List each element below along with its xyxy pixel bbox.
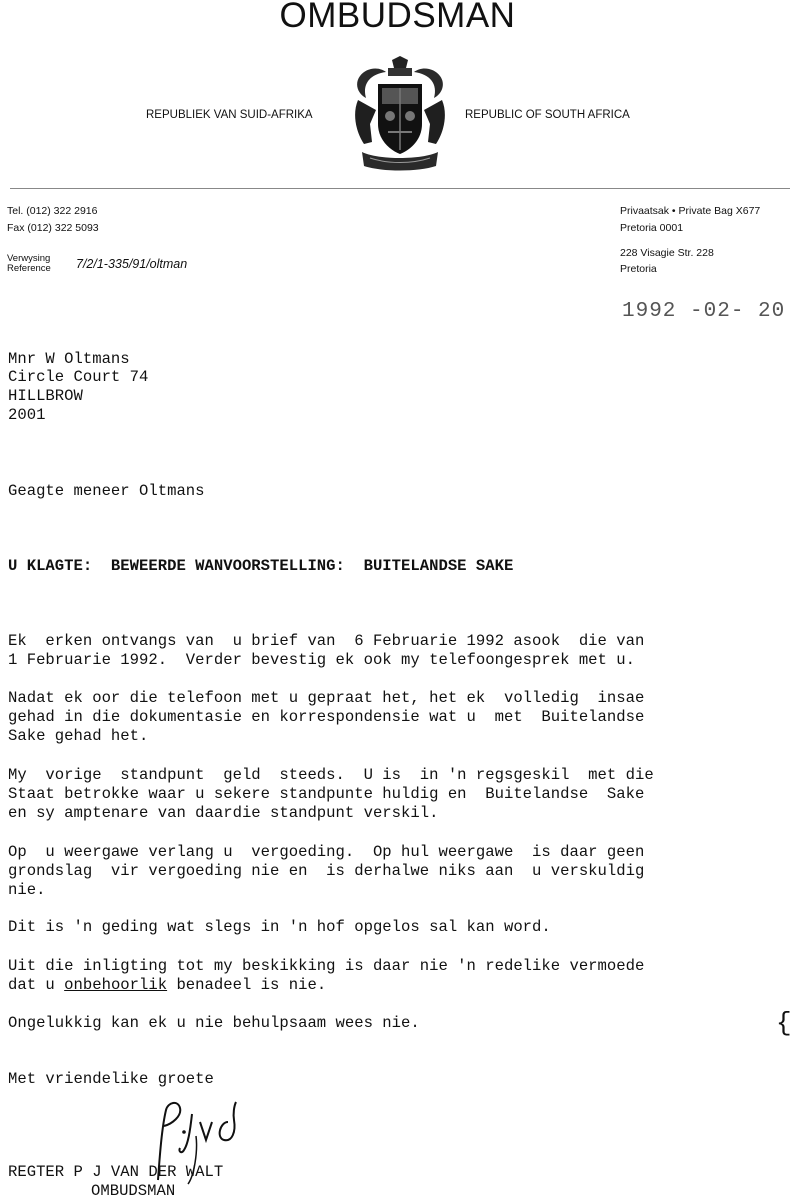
signatory-title: OMBUDSMAN — [91, 1182, 176, 1200]
letterhead-title: OMBUDSMAN — [279, 0, 516, 35]
coat-of-arms-icon — [348, 54, 452, 174]
paragraph-6-text-after: benadeel is nie. — [167, 976, 327, 994]
paragraph-4-line-3: nie. — [8, 881, 46, 899]
paragraph-2-line-3: Sake gehad het. — [8, 727, 149, 745]
paragraph-5-line-1: Dit is 'n geding wat slegs in 'n hof opgelos sal kan word. — [8, 918, 551, 936]
paragraph-6-line-1: Uit die inligting tot my beskikking is daar nie 'n redelike vermoede — [8, 957, 645, 975]
paragraph-6-text-before: dat u — [8, 976, 65, 994]
paragraph-4-line-2: grondslag vir vergoeding nie en is derhalwe niks aan u verskuldig — [8, 862, 645, 880]
postal-address-line: Privaatsak • Private Bag X677 — [620, 205, 761, 217]
reference-label-english: Reference — [7, 263, 51, 274]
closing-line: Met vriendelike groete — [8, 1070, 214, 1088]
paragraph-1-line-1: Ek erken ontvangs van u brief van 6 Februarie 1992 asook die van — [8, 632, 645, 650]
paragraph-1-line-2: 1 Februarie 1992. Verder bevestig ek ook my telefoongesprek met u. — [8, 651, 635, 669]
recipient-street: Circle Court 74 — [8, 368, 149, 386]
street-city-line: Pretoria — [620, 263, 657, 275]
paragraph-2-line-1: Nadat ek oor die telefoon met u gepraat het, het ek volledig insae — [8, 689, 645, 707]
recipient-name: Mnr W Oltmans — [8, 350, 130, 368]
fax-number: Fax (012) 322 5093 — [7, 222, 99, 234]
underlined-word: onbehoorlik — [64, 976, 168, 994]
subject-line: U KLAGTE: BEWEERDE WANVOORSTELLING: BUITELANDSE SAKE — [8, 557, 514, 575]
paragraph-3-line-1: My vorige standpunt geld steeds. U is in 'n regsgeskil met die — [8, 766, 654, 784]
reference-label — [7, 254, 51, 274]
left-country-name: REPUBLIEK VAN SUID-AFRIKA — [146, 109, 313, 121]
telephone-number: Tel. (012) 322 2916 — [7, 205, 98, 217]
date-stamp: 1992 -02- 20 — [622, 300, 786, 323]
reference-number: 7/2/1-335/91/oltman — [76, 257, 188, 271]
recipient-city: HILLBROW — [8, 387, 83, 405]
signatory-name: REGTER P J VAN DER WALT — [8, 1163, 224, 1181]
paragraph-7-line-1: Ongelukkig kan ek u nie behulpsaam wees nie. — [8, 1014, 420, 1032]
salutation: Geagte meneer Oltmans — [8, 482, 205, 500]
paragraph-3-line-2: Staat betrokke waar u sekere standpunte huldig en Buitelandse Sake — [8, 785, 645, 803]
reference-label-afrikaans: Verwysing — [7, 253, 51, 264]
right-country-name: REPUBLIC OF SOUTH AFRICA — [465, 109, 630, 121]
paragraph-2-line-2: gehad in die dokumentasie en korrespondensie wat u met Buitelandse — [8, 708, 645, 726]
margin-mark: { — [776, 1008, 792, 1038]
header-divider — [10, 188, 790, 189]
paragraph-3-line-3: en sy amptenare van daardie standpunt verskil. — [8, 804, 439, 822]
paragraph-6-line-2 — [8, 976, 326, 994]
postal-city-line: Pretoria 0001 — [620, 222, 684, 234]
recipient-postal-code: 2001 — [8, 406, 46, 424]
paragraph-4-line-1: Op u weergawe verlang u vergoeding. Op hul weergawe is daar geen — [8, 843, 645, 861]
street-address-line: 228 Visagie Str. 228 — [620, 247, 714, 259]
